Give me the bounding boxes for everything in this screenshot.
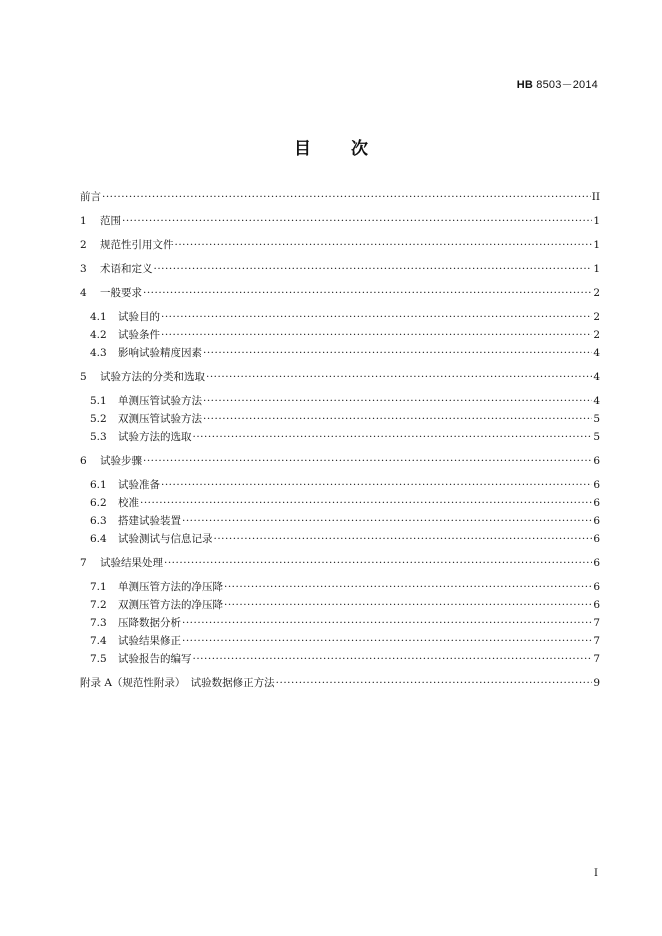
toc-entry-page: 5 [593, 413, 600, 425]
toc-entry[interactable] [80, 532, 600, 546]
toc-dot-leader [203, 412, 592, 426]
toc-entry-label: 影响试验精度因素 [118, 347, 202, 359]
toc-entry-page: 6 [593, 515, 600, 527]
standard-number: 8503－2014 [536, 79, 598, 91]
toc-dot-leader [224, 580, 592, 594]
toc-dot-leader [164, 556, 592, 570]
toc-dot-leader [203, 346, 592, 360]
toc-entry-page: 6 [593, 533, 600, 545]
toc-entry[interactable] [80, 676, 600, 690]
toc-entry-page: 4 [593, 395, 600, 407]
toc-entry[interactable] [80, 370, 600, 384]
toc-entry-number: 4.3 [90, 347, 107, 359]
toc-entry-page: 7 [593, 617, 600, 629]
toc-entry-page: 1 [593, 239, 600, 251]
toc-entry-number: 6.3 [90, 515, 107, 527]
toc-entry-label: 附录 A（规范性附录） 试验数据修正方法 [80, 677, 275, 689]
toc-dot-leader [203, 394, 592, 408]
toc-dot-leader [143, 286, 592, 300]
toc-entry[interactable] [80, 598, 600, 612]
toc-entry-label: 试验报告的编写 [118, 653, 192, 665]
toc-entry-number: 6.4 [90, 533, 107, 545]
standard-code: HB [516, 79, 533, 91]
toc-entry-label: 试验准备 [118, 479, 160, 491]
toc-entry-page: 7 [593, 635, 600, 647]
toc-entry-label: 试验结果处理 [100, 557, 163, 569]
toc-entry-number: 5.3 [90, 431, 107, 443]
toc-entry-label: 范围 [100, 215, 121, 227]
toc-entry[interactable] [80, 652, 600, 666]
toc-entry-page: 2 [593, 311, 600, 323]
toc-entry-label: 前言 [80, 191, 101, 203]
toc-entry-label: 术语和定义 [100, 263, 153, 275]
toc-entry-number: 7.4 [90, 635, 107, 647]
toc-dot-leader [161, 328, 592, 342]
toc-entry-page: 9 [593, 677, 600, 689]
standard-header [517, 76, 598, 92]
toc-entry-number: 5 [80, 371, 87, 383]
toc-entry-number: 3 [80, 263, 87, 275]
toc-entry-page: 5 [593, 431, 600, 443]
toc-entry[interactable] [80, 634, 600, 648]
toc-entry[interactable] [80, 616, 600, 630]
toc-entry-number: 7 [80, 557, 87, 569]
toc-entry[interactable] [80, 454, 600, 468]
toc-dot-leader [102, 190, 591, 204]
toc-entry[interactable] [80, 262, 600, 276]
toc-entry-label: 试验方法的分类和选取 [100, 371, 205, 383]
toc-entry-page: 7 [593, 653, 600, 665]
toc-dot-leader [154, 262, 593, 276]
toc-entry[interactable] [80, 430, 600, 444]
toc-entry-label: 试验结果修正 [118, 635, 181, 647]
toc-dot-leader [175, 238, 593, 252]
toc-entry-label: 试验方法的选取 [118, 431, 192, 443]
toc-dot-leader [161, 478, 592, 492]
toc-entry-page: 1 [593, 263, 600, 275]
toc-dot-leader [161, 310, 592, 324]
toc-entry-label: 单测压管方法的净压降 [118, 581, 223, 593]
toc-entry-number: 4 [80, 287, 87, 299]
toc-entry-page: 4 [593, 347, 600, 359]
toc-entry-number: 5.2 [90, 413, 107, 425]
toc-entry[interactable] [80, 346, 600, 360]
toc-entry-page: 1 [593, 215, 600, 227]
toc-dot-leader [193, 430, 593, 444]
toc-entry-number: 6 [80, 455, 87, 467]
toc-entry[interactable] [80, 412, 600, 426]
toc-entry-label: 试验步骤 [100, 455, 142, 467]
toc-entry-label: 双测压管方法的净压降 [118, 599, 223, 611]
toc-entry-label: 试验测试与信息记录 [118, 533, 213, 545]
toc-entry[interactable] [80, 286, 600, 300]
toc-entry-number: 1 [80, 215, 87, 227]
toc-entry-label: 校准 [118, 497, 139, 509]
toc-entry[interactable] [80, 478, 600, 492]
toc-entry[interactable] [80, 394, 600, 408]
toc-entry-label: 双测压管试验方法 [118, 413, 202, 425]
toc-dot-leader [182, 616, 592, 630]
toc-entry-label: 试验目的 [118, 311, 160, 323]
toc-dot-leader [182, 634, 592, 648]
toc-dot-leader [143, 454, 592, 468]
toc-entry-label: 一般要求 [100, 287, 142, 299]
toc-entry-page: 6 [593, 497, 600, 509]
toc-entry-number: 7.1 [90, 581, 107, 593]
toc-entry[interactable] [80, 328, 600, 342]
toc-entry-page: 6 [593, 599, 600, 611]
toc-entry-number: 5.1 [90, 395, 107, 407]
toc-entry-label: 规范性引用文件 [100, 239, 174, 251]
toc-entry[interactable] [80, 556, 600, 570]
toc-entry-page: 2 [593, 287, 600, 299]
toc-entry-number: 7.3 [90, 617, 107, 629]
toc-dot-leader [214, 532, 593, 546]
toc-entry-number: 7.2 [90, 599, 107, 611]
toc-dot-leader [122, 214, 592, 228]
toc-entry[interactable] [80, 238, 600, 252]
toc-entry-number: 4.2 [90, 329, 107, 341]
toc-entry-page: 2 [593, 329, 600, 341]
toc-entry[interactable] [80, 580, 600, 594]
toc-entry-page: 6 [593, 479, 600, 491]
toc-entry[interactable] [80, 514, 600, 528]
toc-entry-label: 搭建试验装置 [118, 515, 181, 527]
toc-dot-leader [276, 676, 593, 690]
toc-entry-page: 4 [593, 371, 600, 383]
page-title: 目次 [294, 139, 408, 159]
toc-entry-page: 6 [593, 455, 600, 467]
toc-dot-leader [140, 496, 592, 510]
toc-entry-number: 2 [80, 239, 87, 251]
toc-entry-label: 试验条件 [118, 329, 160, 341]
toc-dot-leader [224, 598, 592, 612]
toc-entry-number: 4.1 [90, 311, 107, 323]
toc-dot-leader [193, 652, 593, 666]
toc-entry[interactable] [80, 496, 600, 510]
toc-entry-number: 7.5 [90, 653, 107, 665]
toc-entry-number: 6.2 [90, 497, 107, 509]
toc-dot-leader [182, 514, 592, 528]
toc-entry-number: 6.1 [90, 479, 107, 491]
toc-entry[interactable] [80, 310, 600, 324]
toc-dot-leader [206, 370, 592, 384]
toc-entry[interactable] [80, 214, 600, 228]
toc-entry-page: II [591, 191, 600, 203]
toc-entry-label: 单测压管试验方法 [118, 395, 202, 407]
toc-entry-label: 压降数据分析 [118, 617, 181, 629]
page-number: I [594, 868, 598, 879]
toc-entry-page: 6 [593, 557, 600, 569]
toc-entry-page: 6 [593, 581, 600, 593]
toc-entry[interactable] [80, 190, 600, 204]
